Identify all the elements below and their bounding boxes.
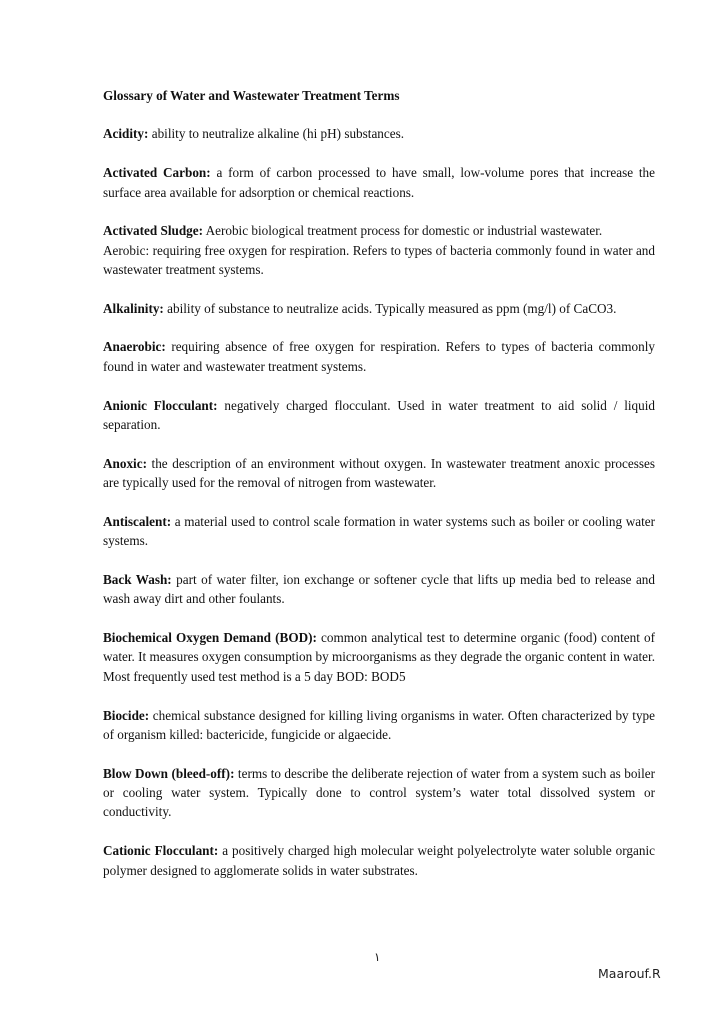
- glossary-entry-activated-carbon: [103, 163, 655, 202]
- document-title: Glossary of Water and Wastewater Treatment Terms: [103, 88, 400, 103]
- glossary-entry-biocide: [103, 706, 655, 745]
- glossary-definition: Aerobic biological treatment process for domestic or industrial wastewater.: [203, 223, 603, 239]
- glossary-term: Biocide:: [103, 707, 150, 723]
- glossary-definition: terms to describe the deliberate rejection of water from a system such as boiler or cooling water system. Typically done to control system’s water total dissolved system or conductivity.: [103, 765, 655, 820]
- glossary-extra-definition: Aerobic: requiring free oxygen for respiration. Refers to types of bacteria commonly found in water and wastewater treatment systems.: [103, 242, 655, 278]
- glossary-entry-activated-sludge: [103, 221, 655, 279]
- glossary-entry-anionic-flocculant: [103, 396, 655, 435]
- glossary-entry-blow-down: [103, 764, 655, 822]
- glossary-term: Biochemical Oxygen Demand (BOD):: [103, 629, 317, 645]
- glossary-definition: a form of carbon processed to have small, low-volume pores that increase the surface area available for adsorption or chemical reactions.: [103, 165, 655, 200]
- glossary-entry-anoxic: [103, 454, 655, 493]
- page-number: ١: [374, 950, 381, 964]
- author-footer: Maarouf.R: [598, 966, 661, 981]
- glossary-entry-bod: [103, 628, 655, 686]
- glossary-term: Blow Down (bleed-off):: [103, 765, 235, 781]
- glossary-term: Alkalinity:: [103, 300, 164, 316]
- glossary-definition: a positively charged high molecular weight polyelectrolyte water soluble organic polymer designed to agglomerate solids in water substrates.: [103, 843, 655, 878]
- glossary-term: Acidity:: [103, 126, 149, 142]
- glossary-term: Cationic Flocculant:: [103, 843, 219, 859]
- glossary-entry-back-wash: [103, 570, 655, 609]
- glossary-definition: ability of substance to neutralize acids. Typically measured as ppm (mg/l) of CaCO3.: [163, 300, 617, 316]
- glossary-definition: common analytical test to determine organic (food) content of water. It measures oxygen consumption by microorganisms as they degrade the organic content in water. Most frequently used test method is a 5 day BOD: BOD5: [103, 629, 655, 684]
- glossary-term: Anionic Flocculant:: [103, 397, 218, 413]
- glossary-term: Anaerobic:: [103, 339, 166, 355]
- glossary-entry-acidity: [103, 124, 655, 143]
- glossary-definition: a material used to control scale formation in water systems such as boiler or cooling water systems.: [103, 513, 655, 549]
- glossary-definition: part of water filter, ion exchange or softener cycle that lifts up media bed to release and wash away dirt and other foulants.: [103, 571, 655, 607]
- glossary-definition: requiring absence of free oxygen for respiration. Refers to types of bacteria commonly found in water and wastewater treatment systems.: [103, 339, 655, 374]
- glossary-definition: the description of an environment without oxygen. In wastewater treatment anoxic processes are typically used for the removal of nitrogen from wastewater.: [103, 455, 655, 491]
- glossary-definition: ability to neutralize alkaline (hi pH) substances.: [148, 126, 405, 142]
- glossary-paragraph: [103, 221, 655, 240]
- glossary-entry-anaerobic: [103, 337, 655, 376]
- glossary-term: Anoxic:: [103, 455, 147, 471]
- glossary-definition: chemical substance designed for killing living organisms in water. Often characterized by type of organism killed: bactericide, fungicide or algaecide.: [103, 707, 655, 742]
- glossary-entry-alkalinity: [103, 299, 655, 318]
- glossary-term: Activated Sludge:: [103, 223, 204, 239]
- glossary-term: Antiscalent:: [103, 513, 172, 529]
- glossary-term: Activated Carbon:: [103, 165, 211, 181]
- glossary-content: [103, 86, 655, 899]
- glossary-definition: negatively charged flocculant. Used in water treatment to aid solid / liquid separation.: [103, 397, 655, 432]
- glossary-entry-cationic-flocculant: [103, 841, 655, 880]
- glossary-term: Back Wash:: [103, 571, 172, 587]
- glossary-entry-antiscalent: [103, 512, 655, 551]
